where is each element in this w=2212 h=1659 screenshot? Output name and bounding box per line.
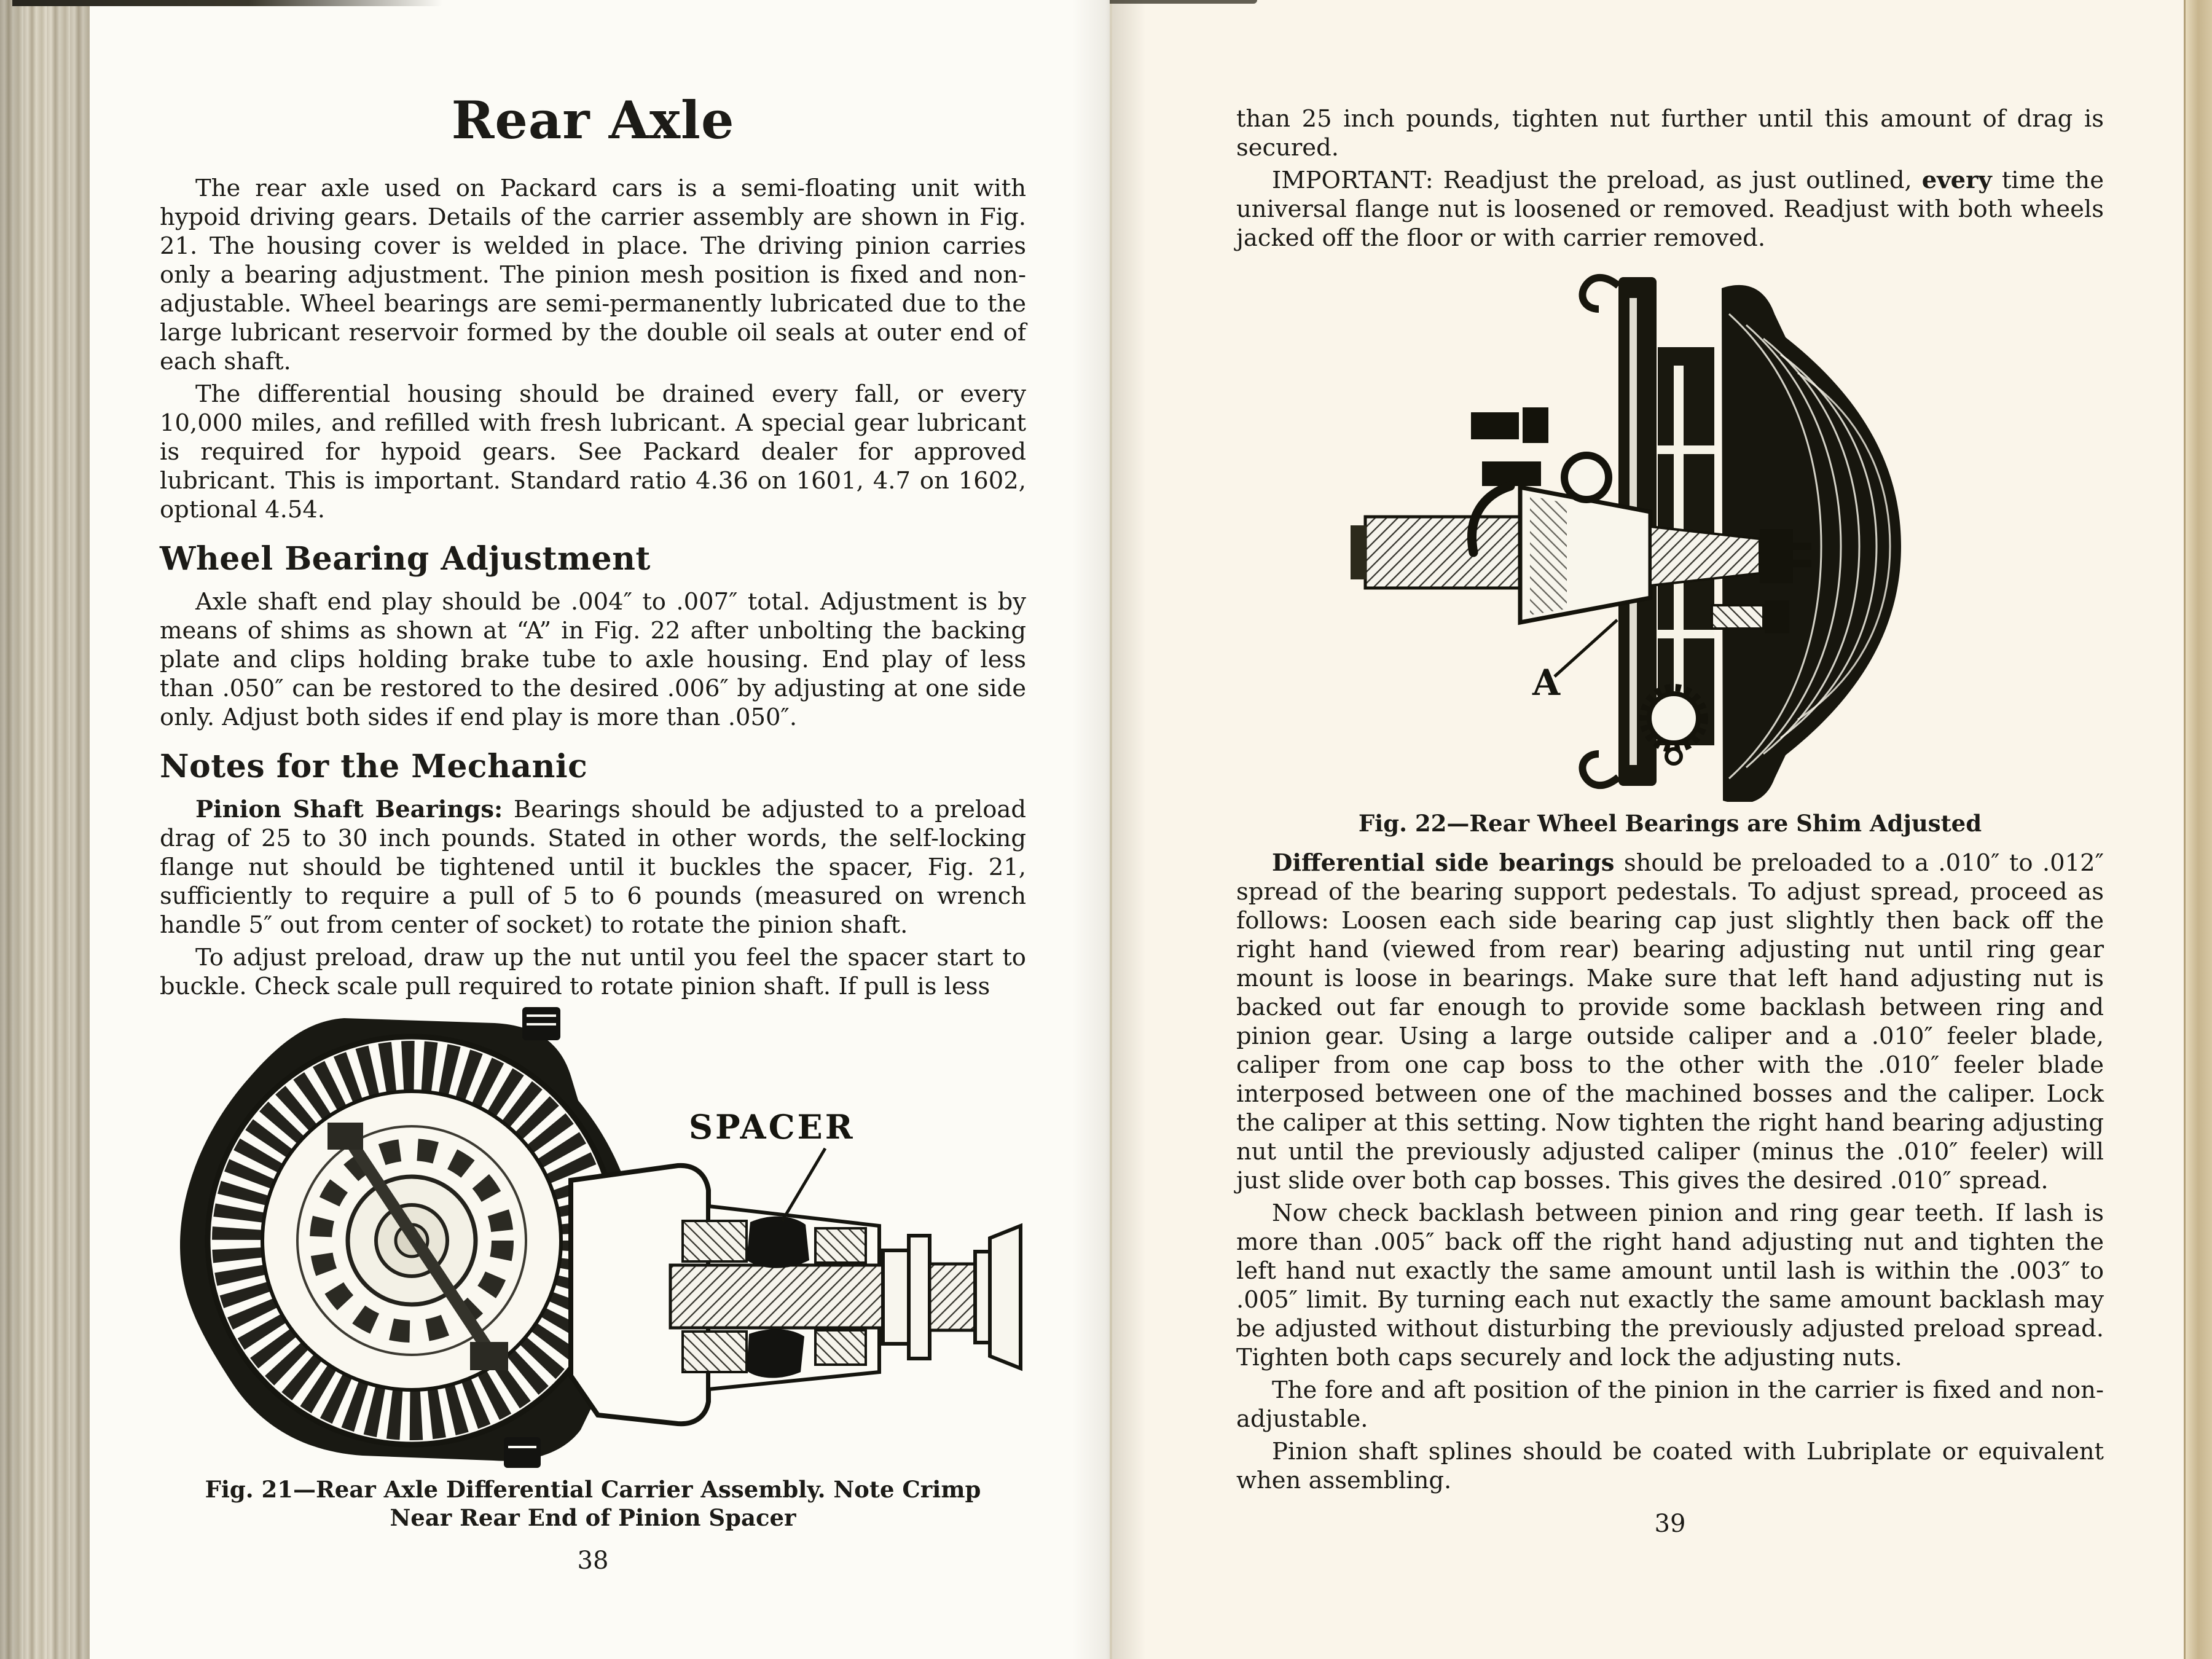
pinion-spacer-lower [747,1329,804,1378]
fig22-rear-wheel-bearing-illustration [1326,261,2014,802]
case-bolt-lower [470,1342,508,1370]
figure-22-caption: Fig. 22—Rear Wheel Bearings are Shim Adjusted [1358,810,1982,837]
paragraph-text: Bearings should be adjusted to a preload drag of 25 to 30 inch pounds. Stated in other words, the self-locking flange nut should be tightened until it buckles the spacer, Fig. 21, sufficiently to require a pull of 5 to 6 pounds (measured on wrench handle 5″ out from center of socket) to rotate the pinion shaft. [160,796,1027,939]
paragraph-axle-end-play: Axle shaft end play should be .004″ to .007″ total. Adjustment is by means of shims as shown at “A” in Fig. 22 after unbolting the backing plate and clips holding brake tube to axle housing. End play of less than .050″ can be restored to the desired .006″ by adjusting at one side only. Adjust both sides if end play is more than .050″. [160,588,1026,731]
universal-flange [909,1236,930,1359]
spacer-callout-label: SPACER [689,1107,855,1147]
bearing-front-upper [683,1221,747,1261]
left-page-content [160,90,1026,1575]
book-page-edge-right [2184,0,2212,1659]
brake-fitting-bolt [1471,412,1519,439]
paragraph-pinion-splines: Pinion shaft splines should be coated with Lubriplate or equivalent when assembling. [1236,1438,2104,1494]
adjuster-pin [1666,749,1681,764]
companion-flange-end [990,1226,1021,1368]
paragraph-important-readjust [1236,166,2104,253]
cotter-pin-lower [1793,560,1811,567]
binding-gutter-shadow [1072,0,1146,1659]
housing-bolt-bottom [504,1437,541,1468]
page-title: Rear Axle [451,90,735,151]
grease-fitting [1564,455,1609,500]
flange-washer [975,1252,990,1343]
web-channel-upper [1658,445,1714,454]
rim-curl-bottom [1582,754,1618,785]
figure-21 [160,1007,1026,1532]
paragraph-adjust-preload: To adjust preload, draw up the nut until you feel the spacer start to buckle. Check scale pull required to rotate pinion shaft. If pull is less [160,944,1026,1000]
shim-callout-label: A [1532,662,1561,704]
case-bolt-upper [327,1123,363,1150]
axle-shaft [1365,517,1520,588]
paragraph-continued-preload: than 25 inch pounds, tighten nut further until this amount of drag is secured. [1236,105,2104,162]
hub-bearing-band [1530,496,1567,615]
paragraph-check-backlash: Now check backlash between pinion and ring gear teeth. If lash is more than .005″ back off the right hand adjusting nut and tighten the left hand nut exactly the same amount until lash is within the .003″ to .005″ limit. By turning each nut exactly the same amount backlash may be adjusted without disturbing the previously adjusted preload spread. Tighten both caps securely and lock the adjusting nuts. [1236,1199,2104,1371]
heading-notes-for-mechanic: Notes for the Mechanic [160,748,588,785]
shim-leader-line [1555,620,1617,677]
paragraph-lead-bold: Differential side bearings [1272,849,1615,877]
bearing-rear-upper [815,1228,866,1263]
bearing-front-lower [683,1332,747,1372]
binding-gutter-line [1110,0,1112,1659]
bearing-rear-lower [815,1330,866,1365]
flange-splines [930,1264,975,1330]
paragraph-text: time the universal flange nut is loosened or removed. Readjust with both wheels jacked off the floor or with carrier removed. [1236,167,2104,252]
paragraph-lead-bold: Pinion Shaft Bearings: [195,796,503,823]
paragraph-differential-housing: The differential housing should be drained every fall, or every 10,000 miles, and refilled with fresh lubricant. A special gear lubricant is required for hypoid gears. See Packard dealer for approved lubricant. This is important. Standard ratio 4.36 on 1601, 4.7 on 1602, optional 4.54. [160,380,1026,524]
book-cover-shadow [12,0,442,6]
brake-fitting-nut [1523,407,1548,443]
paragraph-text: IMPORTANT: Readjust the preload, as just outlined, [1272,167,1922,194]
paragraph-text: should be preloaded to a .010″ to .012″ spread of the bearing support pedestals. To adjust spread, proceed as follows: Loosen each side bearing cap just slightly then back off the right hand (viewed from rear) bearing adjusting nut until ring gear mount is loose in bearings. Make sure that left hand adjusting nut is backed out far enough to provide some backlash between ring and pinion gear. Using a large outside caliper and a .010″ feeler blade, caliper from one cap boss to the other with the .010″ feeler blade interposed between one of the machined bosses and the caliper. Lock the caliper at this setting. Now tighten the right hand bearing adjusting nut until the previously adjusted caliper (minus the .010″ feeler) will just slide over both cap bosses. This gives the desired .010″ spread. [1236,849,2104,1194]
web-channel-lower [1658,630,1714,638]
adjuster-gear [1649,694,1698,743]
paragraph-rear-axle-intro: The rear axle used on Packard cars is a semi-floating unit with hypoid driving gears. Details of the carrier assembly are shown in Fig. 21. The housing cover is welded in place. The driving pinion carries only a bearing adjustment. The pinion mesh position is fixed and non-adjustable. Wheel bearings are semi-permanently lubricated due to the large lubricant reservoir formed by the double oil seals at outer end of each shaft. [160,175,1026,375]
paragraph-fore-aft-position: The fore and aft position of the pinion in the carrier is fixed and non-adjustable. [1236,1376,2104,1433]
pinion-spacer [747,1217,809,1268]
heading-wheel-bearing-adjustment: Wheel Bearing Adjustment [160,540,651,578]
axle-shaft-end [1351,525,1367,579]
carrier-stud [1712,605,1763,629]
pinion-shaft [670,1265,883,1328]
rim-curl-top [1582,278,1618,309]
emphasis-every: every [1921,167,1992,194]
fig21-differential-carrier-illustration [163,1007,1023,1468]
oil-seal [883,1250,909,1344]
right-page-content [1236,104,2104,1538]
figure-21-caption: Fig. 21—Rear Axle Differential Carrier Assembly. Note Crimp Near Rear End of Pinion Spacer [205,1476,981,1531]
paragraph-differential-side-bearings [1236,849,2104,1195]
carrier-stud-nut [1765,600,1789,633]
page-number-left: 38 [577,1547,609,1575]
binding-top-shadow [1110,0,1257,4]
axle-nut [1760,529,1793,583]
page-number-right: 39 [1654,1510,1686,1538]
cotter-pin-upper [1793,543,1811,550]
book-page-edges-left [0,0,90,1659]
spacer-leader-line [782,1148,825,1221]
paragraph-pinion-shaft-bearings [160,795,1026,939]
figure-22 [1236,261,2104,837]
